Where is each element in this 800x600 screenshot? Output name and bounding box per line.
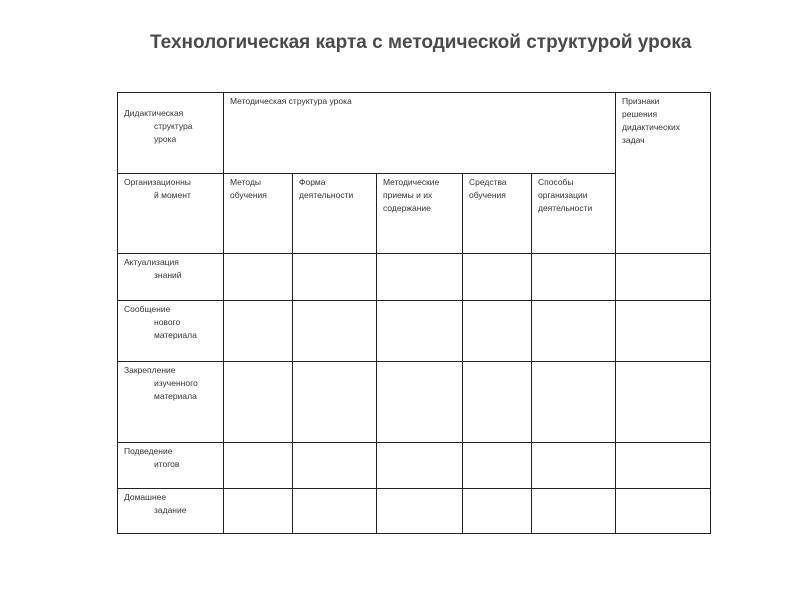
empty-cell: [463, 443, 532, 489]
table-row: [118, 254, 711, 301]
stage-cell: [118, 362, 224, 443]
empty-cell: [463, 301, 532, 362]
stage-name: Сообщение: [124, 304, 171, 314]
empty-cell: [532, 443, 616, 489]
empty-cell: [532, 362, 616, 443]
org-moment-line-1: Организационны: [124, 177, 191, 187]
org-moment-line-2: й момент: [154, 190, 191, 200]
header-row: [118, 93, 711, 174]
empty-cell: [377, 362, 463, 443]
empty-cell: [293, 254, 377, 301]
empty-cell: [532, 254, 616, 301]
empty-cell: [293, 489, 377, 534]
empty-cell: [224, 254, 293, 301]
column-activity-form: Форма деятельности: [293, 174, 377, 254]
table-row: [118, 301, 711, 362]
empty-cell: [616, 301, 711, 362]
empty-cell: [532, 489, 616, 534]
empty-cell: [293, 443, 377, 489]
methodical-structure-header: Методическая структура урока: [224, 93, 616, 174]
didactic-structure-line-1: Дидактическая: [124, 108, 184, 118]
page-title: Технологическая карта с методической структурой урока: [150, 32, 692, 53]
table-row: [118, 489, 711, 534]
empty-cell: [463, 489, 532, 534]
stage-name-rest: итогов: [154, 459, 180, 469]
stage-name: Актуализация: [124, 257, 179, 267]
stage-cell: [118, 254, 224, 301]
stage-name: Подведение: [124, 446, 173, 456]
empty-cell: [224, 362, 293, 443]
column-organization-methods: Способы организации деятельности: [532, 174, 616, 254]
empty-cell: [616, 362, 711, 443]
empty-cell: [293, 301, 377, 362]
column-techniques: Методические приемы и их содержание: [377, 174, 463, 254]
stage-name-rest: знаний: [154, 270, 182, 280]
empty-cell: [616, 489, 711, 534]
didactic-structure-line-3: урока: [154, 134, 177, 144]
stage-name-rest: задание: [154, 505, 187, 515]
column-methods: Методы обучения: [224, 174, 293, 254]
empty-cell: [463, 362, 532, 443]
empty-cell: [616, 254, 711, 301]
didactic-structure-header: [118, 93, 224, 174]
stage-cell: [118, 443, 224, 489]
stage-name-rest: изученного материала: [154, 378, 198, 401]
empty-cell: [377, 443, 463, 489]
table-row: [118, 362, 711, 443]
org-moment-cell: [118, 174, 224, 254]
stage-cell: [118, 301, 224, 362]
table-row: [118, 443, 711, 489]
lesson-map-table: [117, 92, 711, 534]
column-teaching-aids: Средства обучения: [463, 174, 532, 254]
signs-header: Признаки решения дидактических задач: [616, 93, 711, 254]
stage-name-rest: нового материала: [154, 317, 197, 340]
empty-cell: [532, 301, 616, 362]
didactic-structure-line-2: структура: [154, 121, 193, 131]
empty-cell: [293, 362, 377, 443]
empty-cell: [616, 443, 711, 489]
stage-name: Домашнее: [124, 492, 167, 502]
empty-cell: [377, 489, 463, 534]
stage-name: Закрепление: [124, 365, 176, 375]
empty-cell: [377, 301, 463, 362]
empty-cell: [224, 489, 293, 534]
empty-cell: [463, 254, 532, 301]
empty-cell: [377, 254, 463, 301]
stage-cell: [118, 489, 224, 534]
empty-cell: [224, 443, 293, 489]
empty-cell: [224, 301, 293, 362]
